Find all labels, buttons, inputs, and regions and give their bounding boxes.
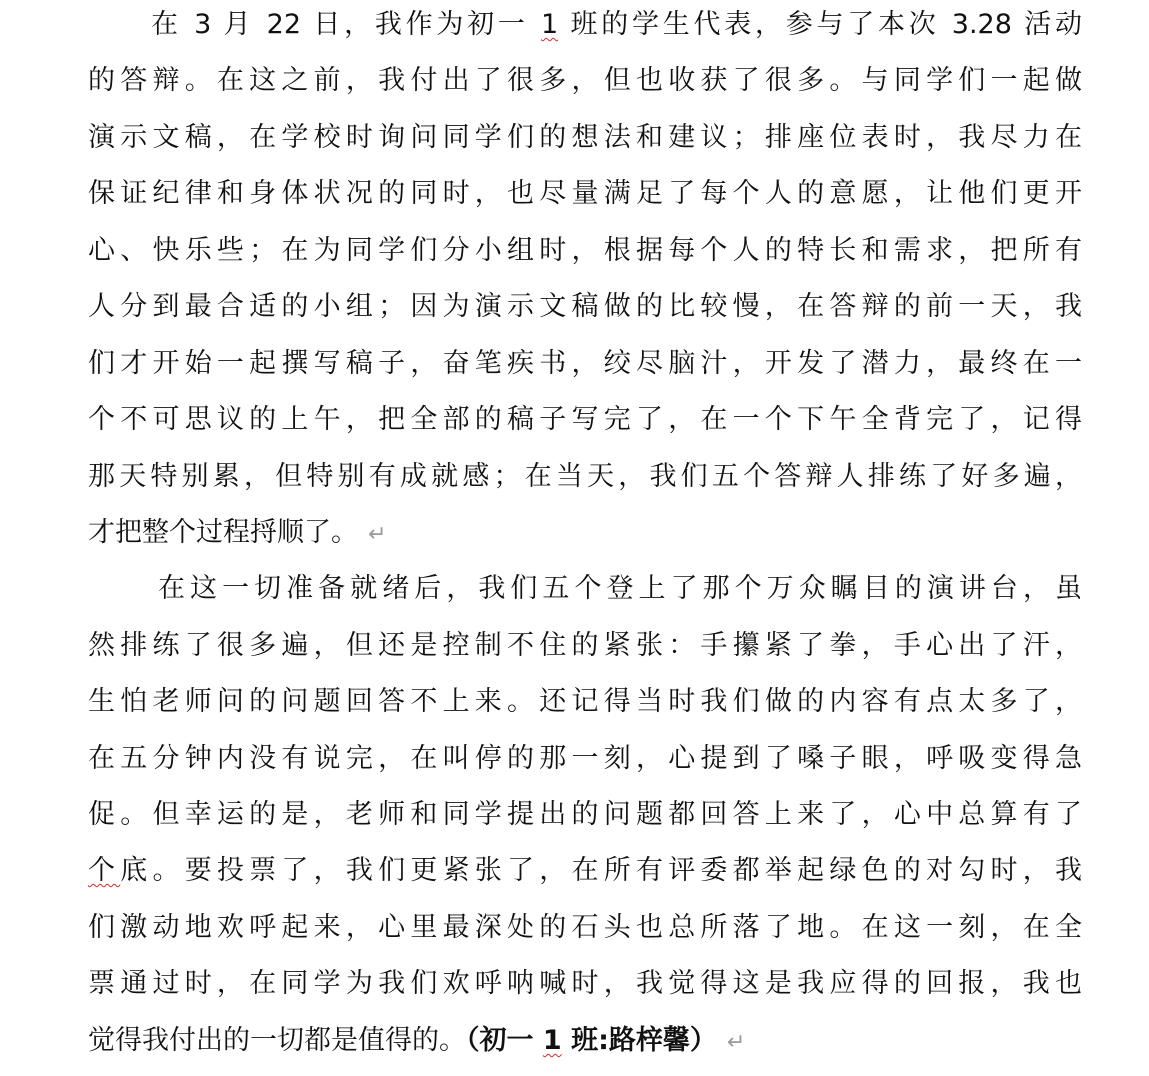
- text-run: 才把整个过程捋顺了。: [88, 517, 358, 548]
- signature-text: 班:路梓馨）: [561, 1025, 717, 1056]
- text-run: 觉得我付出的一切都是值得的。: [88, 1025, 466, 1056]
- text-run: 在 3 月 22 日，我作为初一: [151, 9, 541, 40]
- text-line: 们才开始一起撰写稿子，奋笔疾书，绞尽脑汁，开发了潜力，最终在一: [88, 348, 1082, 379]
- text-line: [151, 6, 1082, 44]
- spellcheck-flagged-text: 个: [88, 855, 121, 886]
- text-line: 票通过时，在同学为我们欢呼呐喊时，我觉得这是我应得的回报，我也: [88, 968, 1082, 999]
- spellcheck-flagged-text: 1: [540, 9, 559, 40]
- text-line: 的答辩。在这之前，我付出了很多，但也收获了很多。与同学们一起做: [88, 65, 1082, 96]
- text-line: 人分到最合适的小组；因为演示文稿做的比较慢，在答辩的前一天，我: [88, 291, 1082, 322]
- text-line: 演示文稿，在学校时询问同学们的想法和建议；排座位表时，我尽力在: [88, 122, 1082, 153]
- text-line: 保证纪律和身体状况的同时，也尽量满足了每个人的意愿，让他们更开: [88, 178, 1082, 209]
- text-line: 生怕老师问的问题回答不上来。还记得当时我们做的内容有点太多了，: [88, 686, 1082, 717]
- text-line: [88, 852, 1082, 890]
- signature-text: （初一: [466, 1025, 543, 1056]
- author-signature: [466, 1025, 717, 1056]
- text-line: 心、快乐些；在为同学们分小组时，根据每个人的特长和需求，把所有: [88, 235, 1082, 266]
- text-line: 们激动地欢呼起来，心里最深处的石头也总所落了地。在这一刻，在全: [88, 912, 1082, 943]
- text-line: 然排练了很多遍，但还是控制不住的紧张：手攥紧了拳，手心出了汗，: [88, 630, 1082, 661]
- text-run: 底。要投票了，我们更紧张了，在所有评委都举起绿色的对勾时，我: [120, 855, 1082, 886]
- text-line: [88, 514, 386, 552]
- text-line: 在五分钟内没有说完，在叫停的那一刻，心提到了嗓子眼，呼吸变得急: [88, 743, 1082, 774]
- text-line: 那天特别累，但特别有成就感；在当天，我们五个答辩人排练了好多遍，: [88, 461, 1082, 492]
- text-line: 个不可思议的上午，把全部的稿子写完了，在一个下午全背完了，记得: [88, 404, 1082, 435]
- text-line: 促。但幸运的是，老师和同学提出的问题都回答上来了，心中总算有了: [88, 799, 1082, 830]
- text-line: [88, 1022, 745, 1060]
- paragraph-mark-icon: ↵: [726, 1030, 746, 1055]
- paragraph-mark-icon: ↵: [368, 522, 387, 547]
- text-run: 班的学生代表，参与了本次 3.28 活动: [558, 9, 1082, 40]
- text-line: 在这一切准备就绪后，我们五个登上了那个万众瞩目的演讲台，虽: [158, 573, 1082, 604]
- spellcheck-flagged-text: 1: [542, 1025, 562, 1056]
